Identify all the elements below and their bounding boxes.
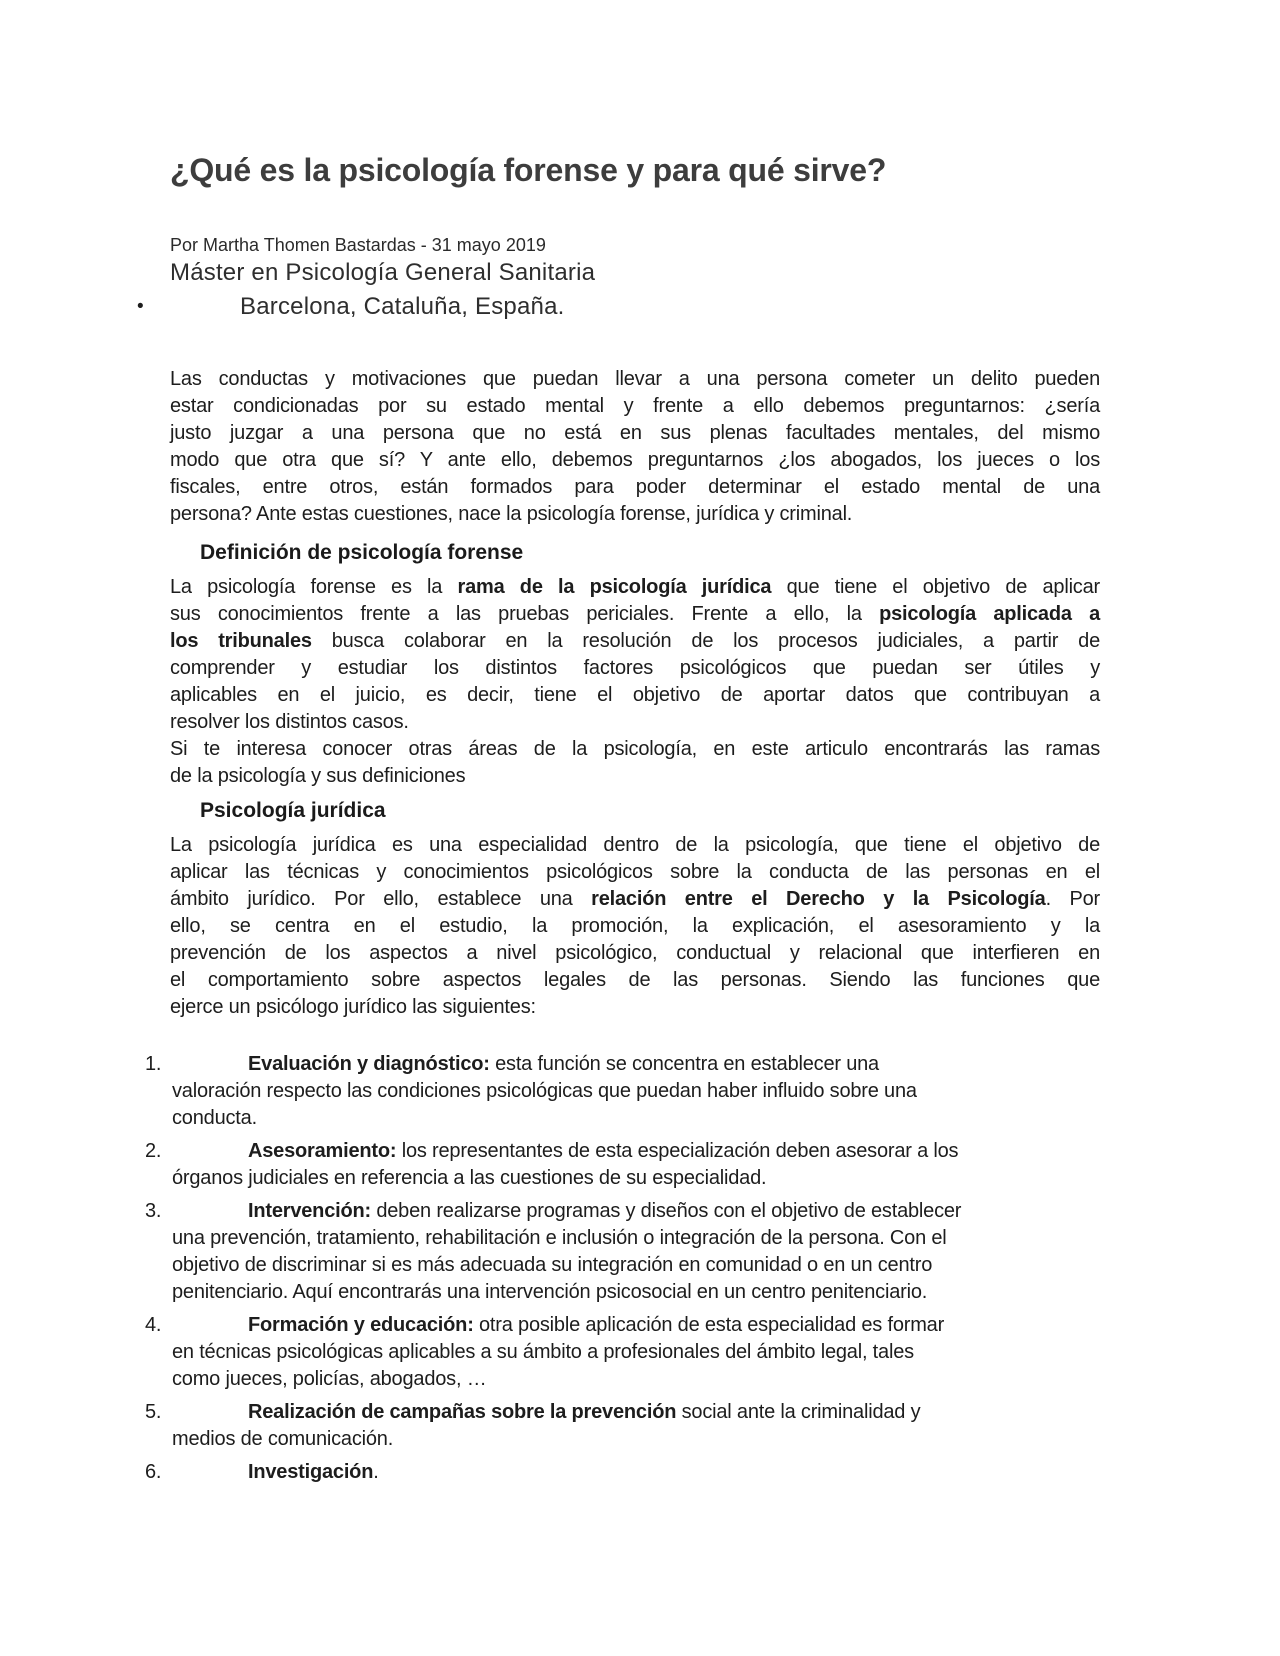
paragraph-mas-areas (170, 736, 1100, 790)
text-line (172, 1366, 1100, 1393)
text-run: valoración respecto las condiciones psicológicas que puedan haber influido sobre una (172, 1080, 917, 1102)
text-line (172, 1459, 1100, 1486)
text-run: social ante la criminalidad y (676, 1401, 921, 1423)
text-line (172, 1051, 1100, 1078)
text-run: Si te interesa conocer otras áreas de la psicología, en este articulo encontrarás las ramas (170, 738, 1100, 760)
text-run: justo juzgar a una persona que no está en sus plenas facultades mentales, del mismo (170, 422, 1100, 444)
text-run: Las conductas y motivaciones que puedan llevar a una persona cometer un delito pueden (170, 368, 1100, 390)
text-run: . (373, 1461, 379, 1483)
text-line (172, 1198, 1100, 1225)
text-run: . Por (1045, 888, 1100, 910)
byline: Por Martha Thomen Bastardas - 31 mayo 2019 (170, 235, 546, 255)
text-line (170, 420, 1100, 447)
list-item-number: 1. (145, 1053, 162, 1075)
bold-text-run: rama de la psicología jurídica (457, 576, 772, 598)
list-item-number: 3. (145, 1200, 162, 1222)
text-line (172, 1138, 1100, 1165)
text-run: aplicables en el juicio, es decir, tiene el objetivo de aportar datos que contribuyan a (170, 684, 1100, 706)
paragraph-definicion (170, 574, 1100, 736)
section-heading-juridica: Psicología jurídica (200, 799, 386, 822)
text-line (172, 1399, 1100, 1426)
text-run: resolver los distintos casos. (170, 711, 409, 733)
list-item-body (172, 1138, 1100, 1192)
location-bullet-row (137, 292, 1100, 322)
list-item (145, 1399, 1100, 1453)
bold-text-run: psicología aplicada a (879, 603, 1100, 625)
text-run: deben realizarse programas y diseños con el objetivo de establecer (370, 1200, 962, 1222)
text-line (170, 601, 1100, 628)
affiliation-line: Máster en Psicología General Sanitaria (170, 259, 596, 286)
list-item (145, 1459, 1100, 1486)
list-item (145, 1138, 1100, 1192)
list-item-body (172, 1459, 1100, 1486)
text-line (170, 913, 1100, 940)
text-line (170, 447, 1100, 474)
text-run: prevención de los aspectos a nivel psicológico, conductual y relacional que interfieren en (170, 942, 1100, 964)
text-run: ámbito jurídico. Por ello, establece una (170, 888, 592, 910)
text-run: objetivo de discriminar si es más adecuada su integración en comunidad o en un centro (172, 1254, 933, 1276)
text-run: ello, se centra en el estudio, la promoción, la explicación, el asesoramiento y la (170, 915, 1100, 937)
list-item-number: 6. (145, 1461, 162, 1483)
text-run: fiscales, entre otros, están formados para poder determinar el estado mental de una (170, 476, 1100, 498)
text-run: órganos judiciales en referencia a las cuestiones de su especialidad. (172, 1167, 767, 1189)
text-line (170, 940, 1100, 967)
text-run: que tiene el objetivo de aplicar (771, 576, 1100, 598)
text-run: de la psicología y sus definiciones (170, 765, 466, 787)
text-line (172, 1225, 1100, 1252)
text-line (170, 628, 1100, 655)
text-line (170, 763, 1100, 790)
text-line (172, 1105, 1100, 1132)
list-item-body (172, 1198, 1100, 1306)
text-run: como jueces, policías, abogados, … (172, 1368, 487, 1390)
text-line (170, 393, 1100, 420)
text-run: penitenciario. Aquí encontrarás una intervención psicosocial en un centro penitenciario. (172, 1281, 928, 1303)
text-run: medios de comunicación. (172, 1428, 394, 1450)
text-line (170, 736, 1100, 763)
text-line (170, 682, 1100, 709)
list-item-body (172, 1399, 1100, 1453)
paragraph-intro (170, 366, 1100, 528)
text-run: estar condicionadas por su estado mental y frente a ello debemos preguntarnos: ¿sería (170, 395, 1100, 417)
text-line (172, 1279, 1100, 1306)
bold-text-run: Formación y educación: (248, 1314, 474, 1336)
text-line (172, 1165, 1100, 1192)
list-item-number: 2. (145, 1140, 162, 1162)
text-line (172, 1078, 1100, 1105)
text-line (170, 967, 1100, 994)
bold-text-run: Evaluación y diagnóstico: (248, 1053, 490, 1075)
text-run: busca colaborar en la resolución de los procesos judiciales, a partir de (311, 630, 1100, 652)
text-line (170, 859, 1100, 886)
list-item-number: 4. (145, 1314, 162, 1336)
text-run: comprender y estudiar los distintos factores psicológicos que puedan ser útiles y (170, 657, 1100, 679)
section-heading-definicion: Definición de psicología forense (200, 541, 524, 564)
text-run: esta función se concentra en establecer una (489, 1053, 879, 1075)
bold-text-run: Intervención: (248, 1200, 371, 1222)
list-item-body (172, 1051, 1100, 1132)
list-item-body (172, 1312, 1100, 1393)
list-item (145, 1312, 1100, 1393)
text-line (170, 709, 1100, 736)
text-run: conducta. (172, 1107, 257, 1129)
text-run: modo que otra que sí? Y ante ello, debemos preguntarnos ¿los abogados, los jueces o los (170, 449, 1100, 471)
bold-text-run: los tribunales (170, 630, 312, 652)
text-line (170, 886, 1100, 913)
text-run: persona? Ante estas cuestiones, nace la psicología forense, jurídica y criminal. (170, 503, 853, 525)
text-line (172, 1252, 1100, 1279)
bold-text-run: Realización de campañas sobre la prevención (248, 1401, 677, 1423)
text-line (170, 655, 1100, 682)
text-run: otra posible aplicación de esta especialidad es formar (473, 1314, 945, 1336)
text-line (170, 832, 1100, 859)
text-line (170, 574, 1100, 601)
bold-text-run: Asesoramiento: (248, 1140, 397, 1162)
text-run: ejerce un psicólogo jurídico las siguientes: (170, 996, 536, 1018)
bold-text-run: relación entre el Derecho y la Psicología (591, 888, 1046, 910)
bold-text-run: Investigación (248, 1461, 374, 1483)
paragraph-juridica (170, 832, 1100, 1021)
text-line (172, 1312, 1100, 1339)
page-title: ¿Qué es la psicología forense y para qué sirve? (170, 152, 887, 188)
location-text: Barcelona, Cataluña, España. (240, 293, 565, 320)
bullet-icon: • (137, 296, 144, 317)
text-line (172, 1426, 1100, 1453)
text-run: La psicología forense es la (170, 576, 458, 598)
text-line (172, 1339, 1100, 1366)
text-line (170, 474, 1100, 501)
text-line (170, 366, 1100, 393)
text-run: sus conocimientos frente a las pruebas periciales. Frente a ello, la (170, 603, 880, 625)
list-item (145, 1051, 1100, 1132)
text-run: una prevención, tratamiento, rehabilitación e inclusión o integración de la persona. Con el (172, 1227, 947, 1249)
text-run: La psicología jurídica es una especialidad dentro de la psicología, que tiene el objetivo de (170, 834, 1100, 856)
text-line (170, 994, 1100, 1021)
text-run: aplicar las técnicas y conocimientos psicológicos sobre la conducta de las personas en el (170, 861, 1100, 883)
text-run: el comportamiento sobre aspectos legales de las personas. Siendo las funciones que (170, 969, 1100, 991)
functions-ordered-list (145, 1051, 1100, 1486)
text-line (170, 501, 1100, 528)
list-item (145, 1198, 1100, 1306)
text-run: los representantes de esta especialización deben asesorar a los (396, 1140, 959, 1162)
list-item-number: 5. (145, 1401, 162, 1423)
text-run: en técnicas psicológicas aplicables a su ámbito a profesionales del ámbito legal, tales (172, 1341, 914, 1363)
